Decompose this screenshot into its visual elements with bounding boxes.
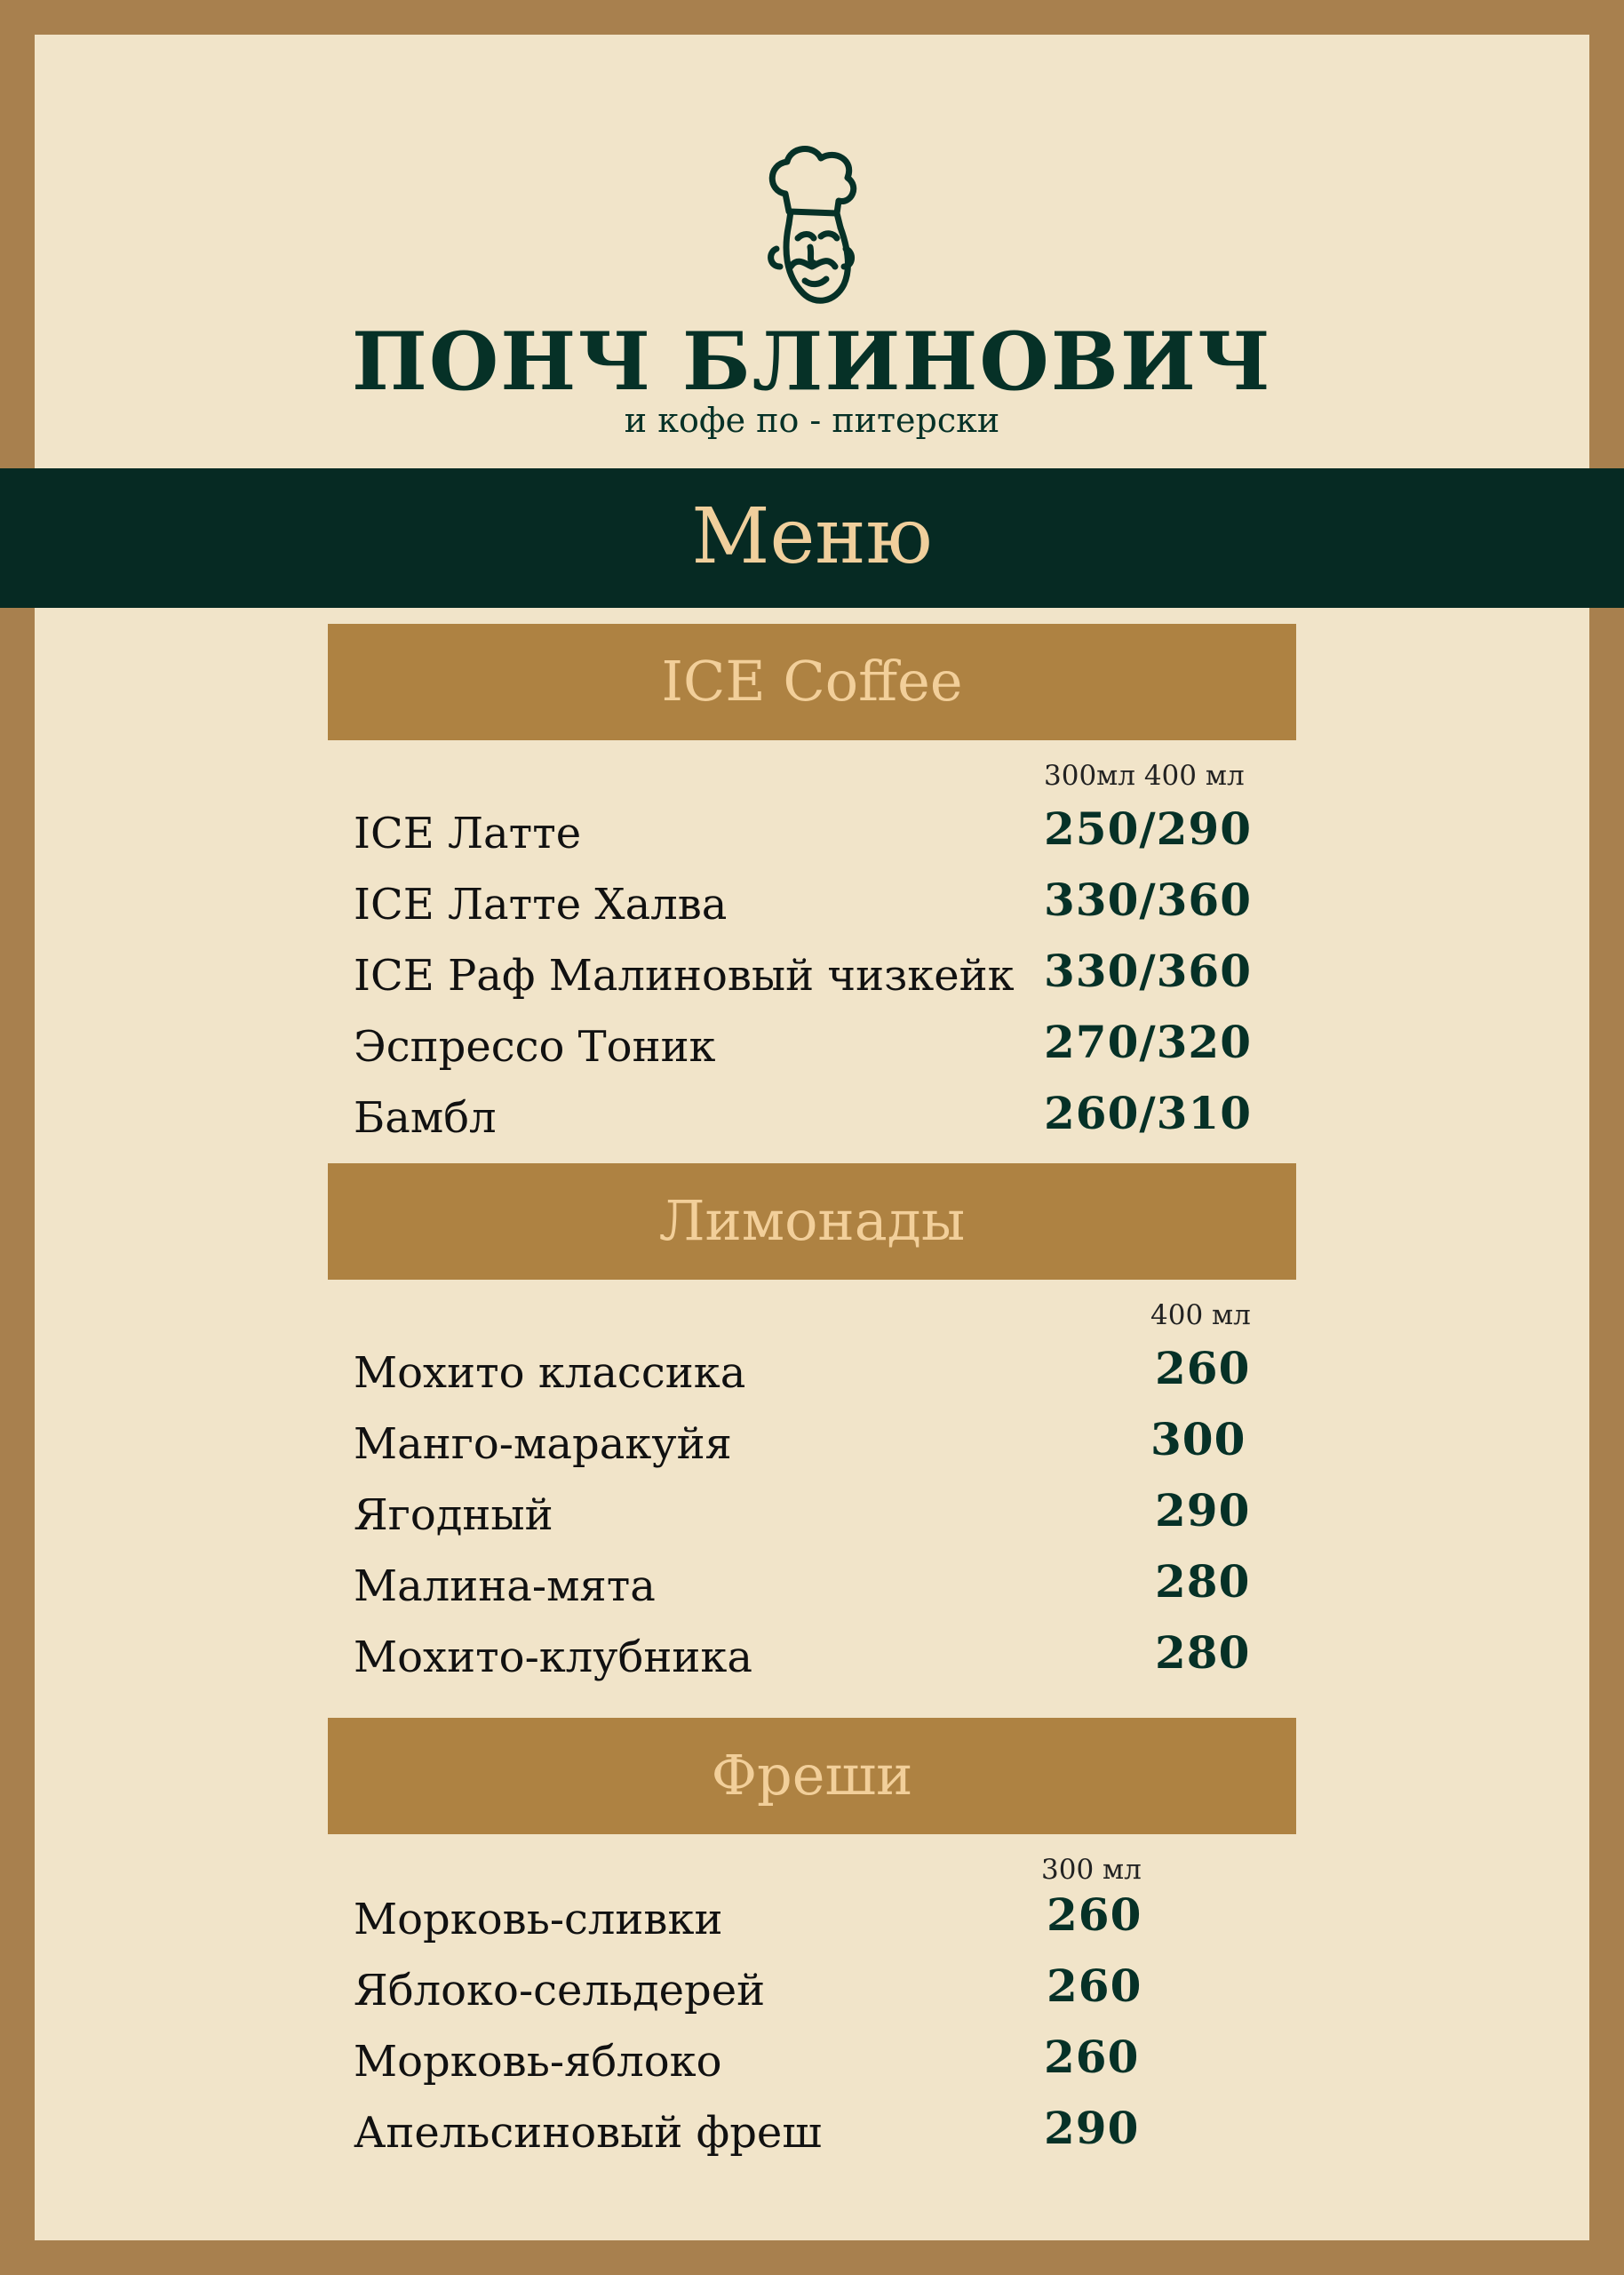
- menu-item-name: Апельсиновый фреш: [354, 2108, 822, 2158]
- menu-item-name: Бамбл: [354, 1093, 497, 1143]
- menu-item-price: 330/360: [1044, 945, 1253, 997]
- brand-tagline: и кофе по - питерски: [624, 401, 1000, 440]
- section-title-lemonades: Лимонады: [658, 1188, 966, 1253]
- menu-item-price: 260: [1044, 2031, 1140, 2083]
- menu-item-name: ICE Латте: [354, 809, 582, 858]
- menu-item-price: 280: [1155, 1555, 1251, 1608]
- menu-item-name: Яблоко-сельдерей: [354, 1966, 766, 2016]
- menu-item-price: 270/320: [1044, 1016, 1253, 1068]
- menu-item-name: Ягодный: [354, 1490, 553, 1540]
- size-label-ice-coffee: 300мл 400 мл: [1044, 760, 1245, 792]
- menu-item-name: Мохито-клубника: [354, 1632, 753, 1682]
- brand-name: ПОНЧ БЛИНОВИЧ: [351, 315, 1273, 409]
- menu-item-name: Морковь-сливки: [354, 1895, 723, 1944]
- menu-item-price: 260: [1047, 1960, 1142, 2012]
- menu-item-price: 330/360: [1044, 874, 1253, 926]
- menu-item-name: Эспрессо Тоник: [354, 1022, 716, 1072]
- menu-title: Меню: [691, 492, 933, 581]
- chef-mascot-icon: [759, 142, 865, 311]
- size-label-lemonades: 400 мл: [1150, 1299, 1251, 1331]
- size-label-fresh-juices: 300 мл: [1041, 1854, 1142, 1886]
- menu-item-price: 260/310: [1044, 1087, 1253, 1139]
- menu-item-name: Мохито классика: [354, 1348, 746, 1398]
- menu-item-name: ICE Латте Халва: [354, 880, 728, 930]
- section-title-fresh-juices: Фреши: [711, 1743, 913, 1808]
- menu-item-price: 290: [1044, 2102, 1140, 2154]
- menu-item-price: 280: [1155, 1626, 1251, 1679]
- menu-item-name: Малина-мята: [354, 1561, 656, 1611]
- menu-item-name: Манго-маракуйя: [354, 1419, 732, 1469]
- menu-item-price: 290: [1155, 1484, 1251, 1537]
- menu-item-name: Морковь-яблоко: [354, 2037, 722, 2087]
- menu-item-price: 260: [1047, 1888, 1142, 1941]
- menu-item-price: 250/290: [1044, 802, 1253, 855]
- menu-item-name: ICE Раф Малиновый чизкейк: [354, 951, 1015, 1001]
- menu-item-price: 300: [1150, 1413, 1246, 1465]
- section-title-ice-coffee: ICE Coffee: [661, 649, 963, 714]
- menu-item-price: 260: [1155, 1342, 1251, 1394]
